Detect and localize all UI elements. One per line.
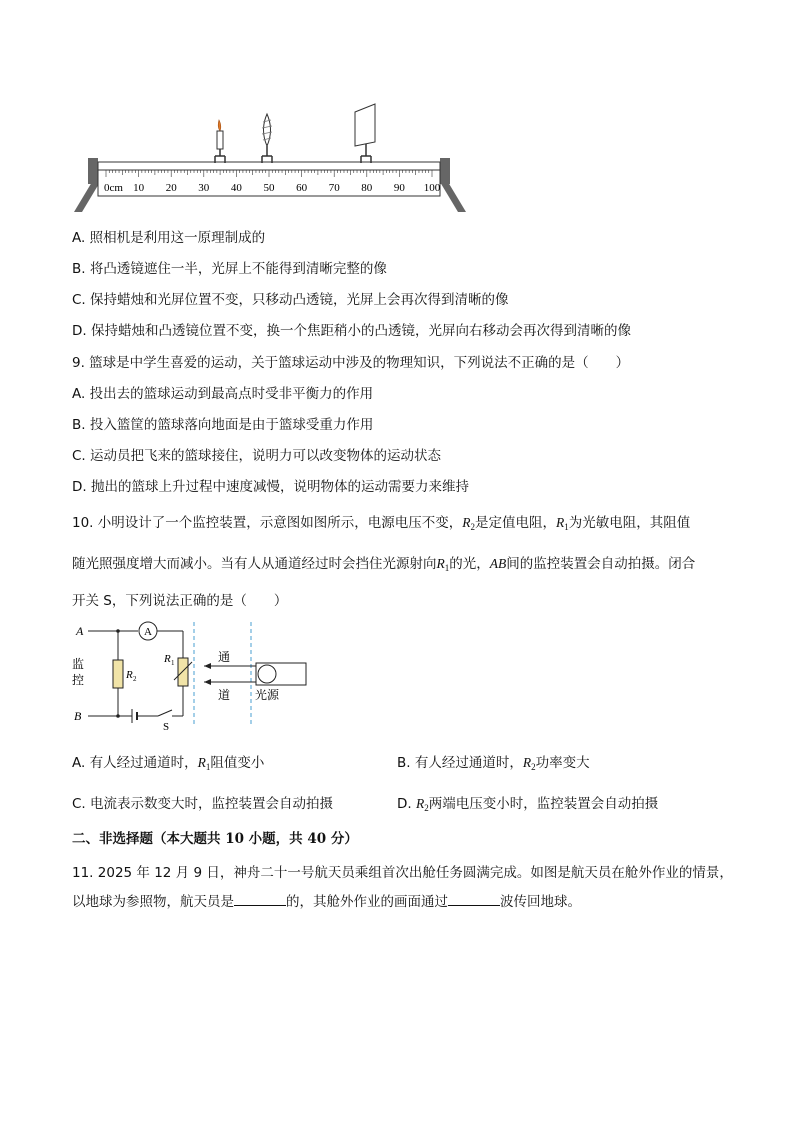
ruler-label: 40 <box>230 182 242 194</box>
ruler-label: 0cm <box>104 182 123 194</box>
q10-option-b: B. 有人经过通道时，$R_2$功率变大 <box>397 755 590 772</box>
resistor-r2 <box>113 660 123 688</box>
answer-blank-2[interactable] <box>448 893 500 906</box>
r1-sub: 1 <box>171 659 175 667</box>
channel-char-1: 通 <box>218 650 231 664</box>
light-screen <box>355 104 375 163</box>
q9-option-a: A. 投出去的篮球运动到最高点时受非平衡力的作用 <box>72 386 374 402</box>
ruler-label: 70 <box>328 182 340 194</box>
q10-stem-line1: 10. 小明设计了一个监控装置，示意图如图所示，电源电压不变，$R_2$是定值电阻，$R_1$为光敏电阻，其阻值 <box>72 515 691 532</box>
convex-lens <box>262 114 272 163</box>
monitor-char-1: 监 <box>72 657 85 671</box>
bench-right-leg <box>440 182 466 212</box>
q8-option-a: A. 照相机是利用这一原理制成的 <box>72 230 266 246</box>
r2-sub: 2 <box>133 675 137 683</box>
bench-left-post <box>88 158 98 184</box>
monitor-char-2: 控 <box>72 673 85 687</box>
terminal-b-label: B <box>74 709 82 723</box>
photoresistor-r1 <box>178 658 188 686</box>
q8-option-d: D. 保持蜡烛和凸透镜位置不变，换一个焦距稍小的凸透镜，光屏向右移动会再次得到清晰的像 <box>72 323 631 339</box>
channel-char-2: 道 <box>218 688 231 702</box>
section-2-heading: 二、非选择题（本大题共 10 小题，共 40 分） <box>72 831 358 847</box>
r2-label: R <box>126 669 133 681</box>
monitor-circuit-diagram <box>70 618 310 734</box>
ruler-label: 30 <box>198 182 210 194</box>
q10-option-d: D. $R_2$两端电压变小时，监控装置会自动拍摄 <box>397 796 659 813</box>
light-arrow-top <box>204 663 211 669</box>
q9-stem: 9. 篮球是中学生喜爱的运动，关于篮球运动中涉及的物理知识，下列说法不正确的是（ ） <box>72 355 630 371</box>
ruler-label: 60 <box>296 182 308 194</box>
bench-right-post <box>440 158 450 184</box>
switch-label: S <box>163 721 170 733</box>
switch-s <box>158 710 172 716</box>
q9-option-b: B. 投入篮筐的篮球落向地面是由于篮球受重力作用 <box>72 417 374 433</box>
ruler-label: 90 <box>393 182 405 194</box>
ruler-label: 50 <box>263 182 275 194</box>
q10-option-a: A. 有人经过通道时，$R_1$阻值变小 <box>72 755 265 772</box>
q8-option-c: C. 保持蜡烛和光屏位置不变，只移动凸透镜，光屏上会再次得到清晰的像 <box>72 292 509 308</box>
ruler-label: 80 <box>361 182 373 194</box>
light-source-bulb <box>258 665 276 683</box>
q11-line2: 以地球为参照物，航天员是 的，其舱外作业的画面通过 波传回地球。 <box>72 894 581 910</box>
terminal-a-label: A <box>76 624 84 638</box>
q10-option-c: C. 电流表示数变大时，监控装置会自动拍摄 <box>72 796 334 812</box>
r1-label: R <box>164 653 171 665</box>
q9-option-c: C. 运动员把飞来的篮球接住，说明力可以改变物体的运动状态 <box>72 448 442 464</box>
q11-line1: 11. 2025 年 12 月 9 日，神舟二十一号航天员乘组首次出舱任务圆满完成。如图是航天员在舱外作业的情景， <box>72 865 733 881</box>
ruler-label: 100 <box>423 182 441 194</box>
bench-rail-top <box>98 162 440 170</box>
ruler-label: 20 <box>165 182 177 194</box>
candle <box>215 120 225 163</box>
light-source-label: 光源 <box>255 688 280 702</box>
answer-blank-1[interactable] <box>234 893 286 906</box>
optical-bench-figure <box>70 100 470 216</box>
bench-left-leg <box>74 182 100 212</box>
ruler-label: 10 <box>133 182 145 194</box>
light-arrow-bottom <box>204 679 211 685</box>
q10-stem-line2: 随光照强度增大而减小。当有人从通道经过时会挡住光源射向$R_1$的光，AB间的监控装置会自动拍摄。闭合 <box>72 556 696 573</box>
q8-option-b: B. 将凸透镜遮住一半，光屏上不能得到清晰完整的像 <box>72 261 387 277</box>
q10-stem-line3: 开关 S，下列说法正确的是（ ） <box>72 593 288 609</box>
ammeter-label: A <box>144 626 152 638</box>
q9-option-d: D. 抛出的篮球上升过程中速度减慢，说明物体的运动需要力来维持 <box>72 479 469 495</box>
